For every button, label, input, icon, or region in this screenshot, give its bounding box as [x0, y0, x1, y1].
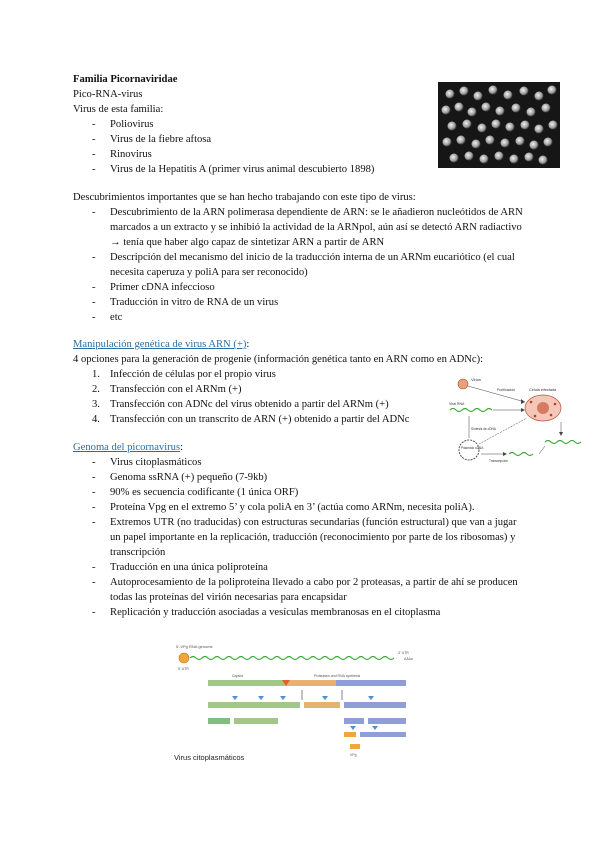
- diagram-label-synth: Síntesis de cDNA: [471, 427, 496, 431]
- page-title: Familia Picornaviridae: [73, 74, 178, 85]
- diagram-label-virion: Virion: [471, 377, 482, 382]
- section-heading-link[interactable]: Genoma del picornavirus: [73, 442, 181, 453]
- bullet-dash: -: [92, 472, 96, 483]
- list-item: Poliovirus: [110, 119, 154, 130]
- polya-label: AAAn: [404, 657, 413, 661]
- genome-figure: [172, 640, 432, 766]
- list-number: 3.: [92, 399, 100, 410]
- section-heading: [73, 440, 183, 455]
- list-item: Virus de la fiebre aftosa: [110, 134, 212, 145]
- list-item: Autoprocesamiento de la poliproteína llevado a cabo por 2 proteasas, a partir de ahí se producen todas las proteínas del virión necesarias para encapsidar: [110, 577, 518, 603]
- heading-colon: :: [180, 442, 184, 453]
- utr5-label: 5' UTR: [178, 667, 189, 671]
- bullet-dash: -: [92, 487, 96, 498]
- transfection-diagram: [445, 372, 595, 474]
- genome-label: 5'-VPg RNA genome: [176, 644, 213, 649]
- diagram-label-purify: Purificación: [497, 388, 516, 392]
- bullet-dash: -: [92, 607, 96, 618]
- list-item: Traducción en una única poliproteína: [110, 562, 268, 573]
- bullet-dash: -: [92, 297, 96, 308]
- list-item: Transfección con ADNc del virus obtenido a partir del ARNm (+): [110, 399, 389, 410]
- bullet-dash: -: [92, 164, 96, 175]
- micrograph-image: [438, 82, 560, 168]
- capsid-label: Capsid: [232, 674, 243, 678]
- subtitle: Pico-RNA-virus: [73, 89, 143, 100]
- section-heading: [73, 337, 249, 352]
- bullet-dash: -: [92, 312, 96, 323]
- heading-colon: :: [246, 339, 250, 350]
- bullet-dash: -: [92, 134, 96, 145]
- diagram-label-rna: Viral RNA: [449, 402, 465, 406]
- bullet-dash: -: [92, 577, 96, 588]
- bullet-dash: -: [92, 517, 96, 528]
- section-heading-link[interactable]: Manipulación genética de virus ARN (+): [73, 339, 247, 350]
- options-intro: 4 opciones para la generación de progenie (información genética tanto en ARN como en ADNc):: [73, 354, 484, 365]
- bullet-dash: -: [92, 457, 96, 468]
- list-item: Extremos UTR (no traducidas) con estructuras secundarias (función estructural) que van a jugar un papel importante en la replicación, traducción (reconocimiento por parte de los ribosomas) y transcripción: [110, 517, 517, 558]
- proteases-label: Proteases and RNA synthesis: [314, 674, 361, 678]
- bullet-dash: -: [92, 207, 96, 218]
- list-item: etc: [110, 312, 123, 323]
- viruses-intro: Virus de esta familia:: [73, 104, 164, 115]
- list-item: Proteína Vpg en el extremo 5’ y cola poliA en 3’ (actúa como ARNm, necesita poliA).: [110, 502, 475, 513]
- list-item: Genoma ssRNA (+) pequeño (7-9kb): [110, 472, 268, 483]
- figure-caption: Virus citoplasmáticos: [174, 753, 245, 762]
- bullet-dash: -: [92, 149, 96, 160]
- list-item: Rinovirus: [110, 149, 152, 160]
- bullet-dash: -: [92, 502, 96, 513]
- discoveries-intro: Descubrimientos importantes que se han hecho trabajando con este tipo de virus:: [73, 192, 416, 203]
- diagram-label-transcription: Transcripción: [489, 459, 509, 463]
- bullet-dash: -: [92, 562, 96, 573]
- list-item: Virus citoplasmáticos: [110, 457, 202, 468]
- list-number: 4.: [92, 414, 100, 425]
- bullet-dash: -: [92, 119, 96, 130]
- bullet-dash: -: [92, 282, 96, 293]
- list-item: Primer cDNA infeccioso: [110, 282, 215, 293]
- list-item: Descubrimiento de la ARN polimerasa dependiente de ARN: se le añadieron nucleótidos de ARN marcados a un extracto y se inhibió la actividad de la ARNpol, aún así se detectó ARN radiactivo → tenía que haber algo capaz de sintetizar ARN a partir de ARN: [110, 207, 523, 248]
- list-item: Traducción in vitro de RNA de un virus: [110, 297, 279, 308]
- diagram-label-cell: Célula infectada: [529, 388, 557, 392]
- list-item: Descripción del mecanismo del inicio de la traducción interna de un ARNm eucariótico (el cual necesita caperuza y poliA para ser reconocido): [110, 252, 515, 278]
- list-item: Infección de células por el propio virus: [110, 369, 276, 380]
- diagram-label-cdna: Plásmido cDNA: [461, 446, 484, 450]
- list-item: 90% es secuencia codificante (1 única ORF): [110, 487, 299, 498]
- bullet-dash: -: [92, 252, 96, 263]
- list-item: Replicación y traducción asociadas a vesículas membranosas en el citoplasma: [110, 607, 441, 618]
- list-number: 2.: [92, 384, 100, 395]
- list-item: Transfección con el ARNm (+): [110, 384, 242, 395]
- list-number: 1.: [92, 369, 100, 380]
- vpg-label: VPg: [350, 753, 357, 757]
- utr3-label: 3' UTR: [398, 651, 409, 655]
- list-item: Transfección con un transcrito de ARN (+) obtenido a partir del ADNc: [110, 414, 410, 425]
- list-item: Virus de la Hepatitis A (primer virus animal descubierto 1898): [110, 164, 375, 175]
